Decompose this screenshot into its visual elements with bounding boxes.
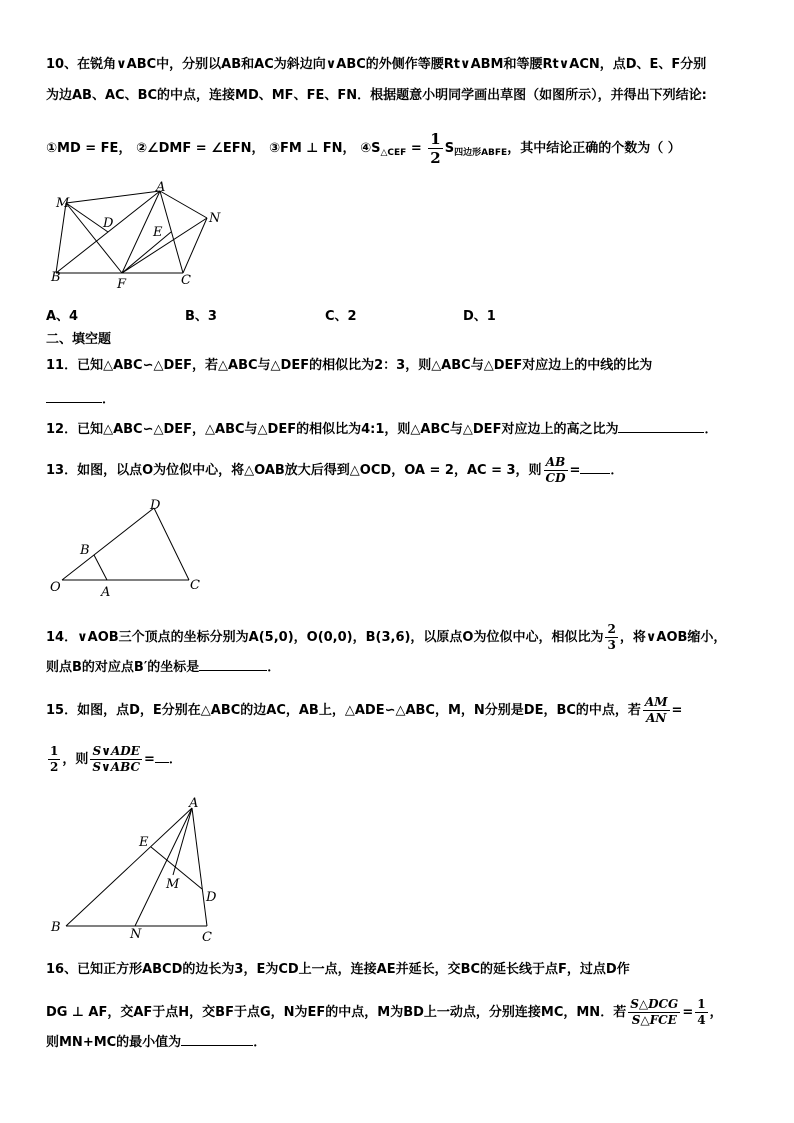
fig15-label-c: C <box>202 930 212 945</box>
section-title: 二、填空题 <box>46 332 112 347</box>
fig10-label-m: M <box>56 196 70 211</box>
fig10-label-c: C <box>181 273 191 288</box>
fig15-label-a: A <box>189 796 199 811</box>
fig13-label-d: D <box>150 498 161 513</box>
q14-answer-blank[interactable] <box>199 658 267 671</box>
q10-conclusion-4: $④S_{\triangle CEF}$ = $\frac{1}{2}$ $S_{四边形ABFE}$，其中结论正确的个数为（ ） <box>360 130 681 167</box>
fig13-label-c: C <box>190 578 200 593</box>
q11-text: 11．已知△ABC∽△DEF，若△ABC与△DEF的相似比为2：3，则△ABC与△DEF对应边上的中线的比为 <box>46 358 653 373</box>
q10-figure <box>40 178 230 293</box>
fig13-label-a: A <box>101 585 111 600</box>
q12-answer-blank[interactable] <box>618 420 704 433</box>
q10-line2: 为边AB、AC、BC的中点，连接MD、MF、FE、FN．根据题意小明同学画出草图（如图所示），并得出下列结论: <box>46 88 707 103</box>
q13-text: 13．如图，以点O为位似中心，将△OAB放大后得到△OCD，OA = 2，AC = 3，则 $\frac{AB}{CD}$ = ． <box>46 455 624 485</box>
fig10-label-a: A <box>156 180 166 195</box>
q16-line1: 16、已知正方形ABCD的边长为3，E为CD上一点，连接AE并延长，交BC的延长线于点F，过点D作 <box>46 962 630 977</box>
q10-conclusions <box>46 130 681 167</box>
q10-option-c[interactable]: C、2 <box>325 309 357 324</box>
q10-line1: 10、在锐角∨ABC中，分别以AB和AC为斜边向∨ABC的外侧作等腰Rt∨ABM和等腰Rt∨ACN，点D、E、F分别 <box>46 57 707 72</box>
area-ratio-fraction: $\frac{\text{S∨ADE}}{\text{S∨ABC}}$ <box>92 744 141 774</box>
q15-answer-blank[interactable] <box>155 750 169 763</box>
fig10-label-b: B <box>51 270 61 285</box>
q13-answer-blank[interactable] <box>580 461 610 474</box>
two-thirds-fraction: $\frac{2}{3}$ <box>607 622 616 652</box>
q16-line3: 则MN+MC的最小值为 ． <box>46 1035 267 1050</box>
q15-line2: $\frac{1}{2}$ ，则 $\frac{\text{S∨ADE}}{\text{S∨ABC}}$ = ． <box>50 744 182 774</box>
fig10-label-n: N <box>209 211 221 226</box>
q16-answer-blank[interactable] <box>181 1033 253 1046</box>
q11-answer-line: ． <box>46 390 115 409</box>
q10-option-a[interactable]: A、4 <box>46 309 79 324</box>
area-ratio-fraction-q16: $\frac{\text{S△DCG}}{\text{S△FCE}}$ <box>630 997 679 1027</box>
fig15-label-n: N <box>130 927 142 942</box>
q12-text: 12．已知△ABC∽△DEF，△ABC与△DEF的相似比为4:1，则△ABC与△DEF对应边上的高之比为 ． <box>46 422 718 437</box>
q11-answer-blank[interactable] <box>46 390 102 403</box>
q14-line1: 14．∨AOB三个顶点的坐标分别为A(5,0)，O(0,0)，B(3,6)，以原点O为位似中心，相似比为 $\frac{2}{3}$ ，将∨AOB缩小， <box>46 622 727 652</box>
q10-conclusion-3: ③FM ⊥ FN， <box>269 141 356 156</box>
fig13-label-b: B <box>80 543 90 558</box>
q10-option-d[interactable]: D、1 <box>463 309 496 324</box>
q14-line2: 则点B的对应点B′的坐标是 ． <box>46 660 281 675</box>
q13-figure <box>44 494 214 600</box>
fig15-label-m: M <box>166 877 180 892</box>
fig15-label-b: B <box>51 920 61 935</box>
q10-conclusion-2: ②∠DMF = ∠EFN， <box>135 141 265 156</box>
fig10-label-d: D <box>103 216 114 231</box>
q10-option-b[interactable]: B、3 <box>185 309 217 324</box>
one-quarter-fraction: $\frac{1}{4}$ <box>697 997 706 1027</box>
fig10-label-e: E <box>153 225 163 240</box>
fig15-label-d: D <box>206 890 217 905</box>
one-half-fraction: $\frac{1}{2}$ <box>430 130 441 167</box>
fig13-label-o: O <box>50 580 61 595</box>
ab-over-cd-fraction: $\frac{AB}{CD}$ <box>545 455 566 485</box>
q15-figure <box>44 795 234 947</box>
fig15-label-e: E <box>139 835 149 850</box>
q15-line1: 15．如图，点D，E分别在△ABC的边AC，AB上，△ADE∽△ABC，M，N分别是DE，BC的中点，若 $\frac{AM}{AN}$ = <box>46 695 683 725</box>
am-over-an-fraction: $\frac{AM}{AN}$ <box>644 695 668 725</box>
q16-line2: DG ⊥ AF，交AF于点H，交BF于点G，N为EF的中点，M为BD上一动点，分别连接MC，MN．若 $\frac{\text{S△DCG}}{\text{S△FCE}}$ = $\frac{1}{4}$ ， <box>46 997 723 1027</box>
one-half-fraction-q15: $\frac{1}{2}$ <box>50 744 59 774</box>
fig10-label-f: F <box>117 277 127 292</box>
q10-conclusion-1: ①MD = FE， <box>46 141 132 156</box>
